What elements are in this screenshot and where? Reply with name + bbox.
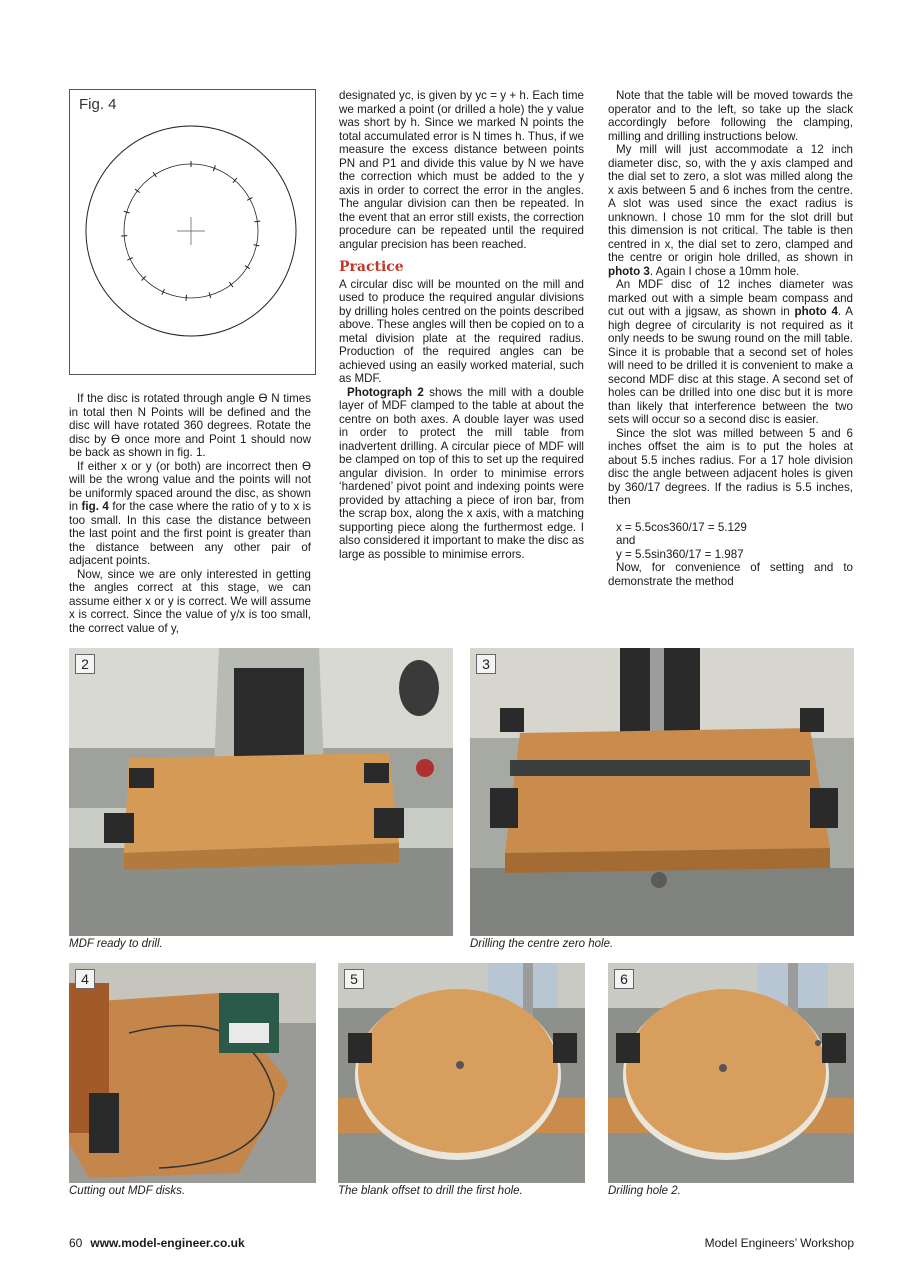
text-span: An MDF disc of 12 inches diameter was marked out with a simple beam compass and cut out with a jigsaw, as shown in bbox=[608, 278, 853, 318]
col2-paragraph-3 bbox=[339, 386, 584, 562]
figure-4-diagram bbox=[70, 90, 317, 376]
photo-4-number: 4 bbox=[75, 969, 95, 989]
col1-paragraph-3: Now, since we are only interested in getting the angles correct at this stage, we can assume either x or y is correct. We will assume x is correct. Since the value of y/x is too small, the correct value of y, bbox=[69, 567, 311, 635]
text-span: . Again I chose a 10mm hole. bbox=[649, 264, 800, 278]
hole-mark bbox=[254, 221, 260, 222]
column-3 bbox=[608, 89, 853, 588]
hole-mark bbox=[254, 245, 260, 246]
col3-paragraph-4: Since the slot was milled between 5 and 6 inches offset the aim is to put the holes at about 5.5 inches radius. For a 17 hole division disc the angle between adjacent holes is given by 360/17 degrees. If the radius is 5.5 inches, then bbox=[608, 426, 853, 507]
text-span: shows the mill with a double layer of MDF clamped to the table at about the centre on both axes. A double layer was used in order to protect the mill table from inadvertent drilling. A circular piece of MDF will be clamped on top of this to set up the required angular division. In order to minimise errors ‘hardened’ pivot point and indexing points were provided by attaching a piece of iron bar, from the scrap box, along the x axis, with a matching supporting piece along the furthermost edge. I also considered it important to make the disc as large as possible to minimise errors. bbox=[339, 385, 585, 561]
col3-paragraph-1: Note that the table will be moved towards the operator and to the left, so take up the slack accordingly before following the clamping, milling and drilling instructions below. bbox=[608, 89, 853, 143]
figure-4 bbox=[69, 89, 316, 375]
hole-mark bbox=[245, 266, 250, 269]
hole-mark bbox=[247, 197, 252, 200]
formula-y: y = 5.5sin360/17 = 1.987 bbox=[616, 547, 744, 561]
column-2 bbox=[339, 89, 584, 561]
col2-paragraph-2: A circular disc will be mounted on the mill and used to produce the required angular divisions by drilling holes centred on the points described above. These angles will then be copied on to a metal division plate at the required radius. Production of the required angles can be achieved using an easily worked material, such as MDF. bbox=[339, 277, 584, 385]
photo-5-image bbox=[338, 963, 585, 1183]
photo-4-image bbox=[69, 963, 316, 1183]
photo-6-caption: Drilling hole 2. bbox=[608, 1185, 681, 1197]
photo-5 bbox=[338, 963, 585, 1183]
photo-3 bbox=[470, 648, 854, 936]
photo-4 bbox=[69, 963, 316, 1183]
photo-6-image bbox=[608, 963, 854, 1183]
col3-paragraph-2 bbox=[608, 143, 853, 278]
col1-paragraph-1: If the disc is rotated through angle ϴ N times in total then N Points will be defined and the disc will have rotated 360 degrees. Rotate the disc by ϴ once more and Point 1 should now be back as shown in fig. 1. bbox=[69, 392, 311, 459]
photo-3-number: 3 bbox=[476, 654, 496, 674]
website-url[interactable]: www.model-engineer.co.uk bbox=[90, 1236, 245, 1250]
col1-paragraph-2 bbox=[69, 460, 311, 568]
col2-paragraph-1: designated yc, is given by yc = y + h. Each time we marked a point (or drilled a hole) the y value was short by h. Since we marked N points the total accumulated error is N times h. Thus, if we measure the excess distance between points PN and P1 and divide this value by N we have the correction which must be added to the y axis in order to correct the error in the angles. The angular division can then be repeated. In the event that an error still exists, the correction procedure can be repeated until the required angular precision has been reached. bbox=[339, 89, 584, 251]
photo-5-number: 5 bbox=[344, 969, 364, 989]
formula-and: and bbox=[616, 534, 636, 547]
col3-paragraph-3 bbox=[608, 278, 853, 427]
photo-3-caption: Drilling the centre zero hole. bbox=[470, 938, 614, 950]
bold-ref: Photograph 2 bbox=[347, 385, 424, 399]
hole-mark bbox=[135, 189, 140, 193]
section-heading-practice: Practice bbox=[339, 259, 404, 275]
column-1 bbox=[69, 392, 311, 635]
photo-6-number: 6 bbox=[614, 969, 634, 989]
photo-2 bbox=[69, 648, 453, 936]
bold-ref: fig. 4 bbox=[81, 500, 109, 513]
photo-2-number: 2 bbox=[75, 654, 95, 674]
photo-6 bbox=[608, 963, 854, 1183]
text-span: My mill will just accommodate a 12 inch diameter disc, so, with the y axis clamped and the dial set to zero, a slot was milled along the x axis between 5 and 6 inches from the centre. A slot was used since the exact radius is unknown. I chose 10 mm for the slot drill but this dimension is not critical. The table is then centred in x, the dial set to zero, clamped and the centre or origin hole drilled, as shown in bbox=[608, 143, 853, 264]
photo-2-caption: MDF ready to drill. bbox=[69, 938, 163, 950]
photo-4-caption: Cutting out MDF disks. bbox=[69, 1185, 186, 1197]
hole-mark bbox=[153, 172, 156, 177]
text-span: . A high degree of circularity is not required as it only needs to be swung round on the mill table. Since it is probable that a second set of holes will need to be drilled it is convenient to make a second MDF disc at this stage. A second set of holes can be drilled into one disc but it is more than likely that interference between the two sets will occur so a second disc is easier. bbox=[608, 305, 854, 426]
text-span: for the case where the ratio of y to x is too small. In this case the distance between the last point and the first point is greater than the distance between any other pair of adjacent points. bbox=[69, 500, 311, 567]
photo-5-caption: The blank offset to drill the first hole. bbox=[338, 1185, 523, 1197]
photo-3-image bbox=[470, 648, 854, 936]
formula-continuation: Now, for convenience of setting and to demonstrate the method bbox=[608, 561, 853, 588]
hole-mark bbox=[229, 282, 233, 287]
bold-ref: photo 4 bbox=[794, 305, 838, 318]
bold-ref: photo 3 bbox=[608, 264, 650, 278]
footer-left bbox=[69, 1236, 245, 1250]
figure-4-label: Fig. 4 bbox=[79, 96, 117, 113]
text-span: If either x or y (or both) are incorrect then ϴ will be the wrong value and the points will not be uniformly spaced around the disc, as shown in bbox=[69, 459, 311, 513]
photo-2-image bbox=[69, 648, 453, 936]
formula-x: x = 5.5cos360/17 = 5.129 bbox=[616, 520, 747, 534]
page-number: 60 bbox=[69, 1236, 83, 1250]
magazine-name: Model Engineers’ Workshop bbox=[704, 1236, 854, 1250]
